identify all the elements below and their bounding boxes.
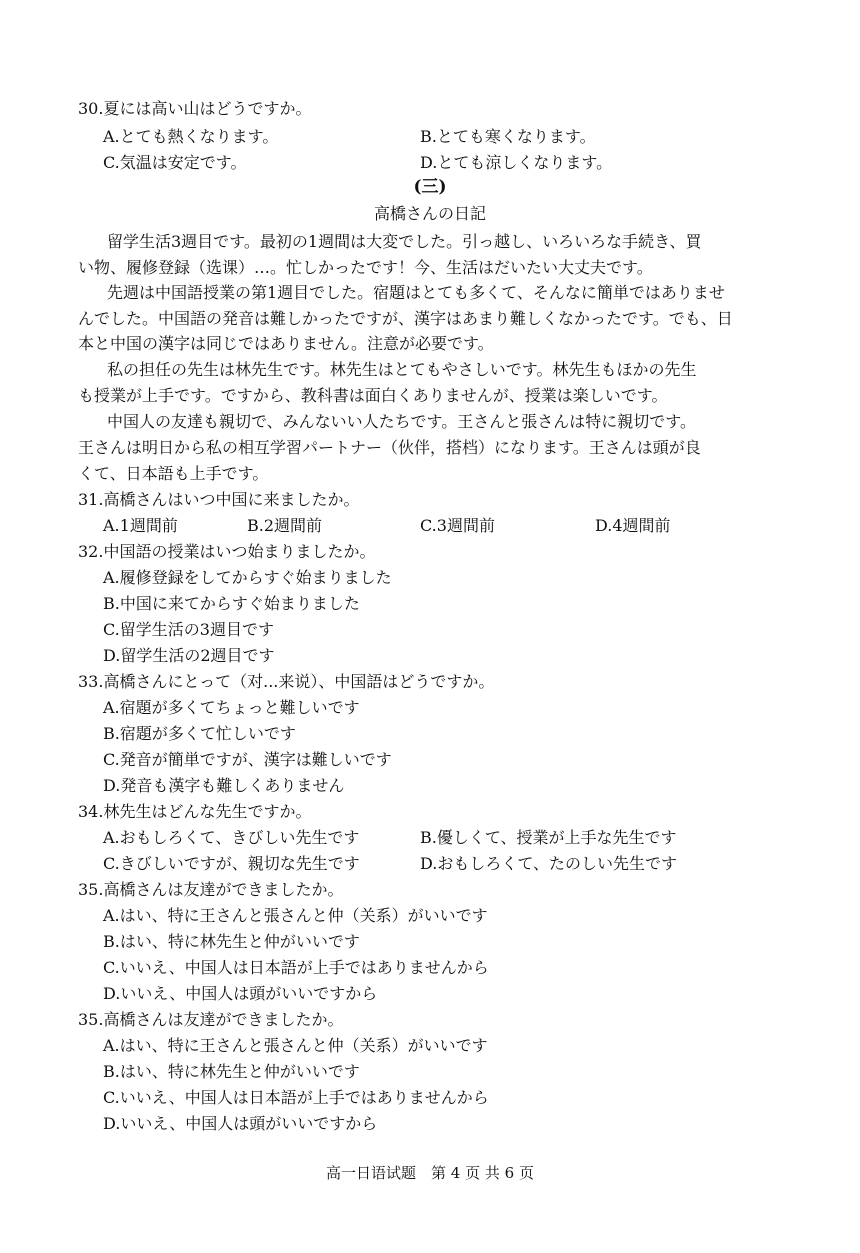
q34-option-c: C.きびしいですが、親切な先生です <box>103 854 360 873</box>
passage-line: も授業が上手です。ですから、教科書は面白くありませんが、授業は楽しいです。 <box>78 386 668 405</box>
passage-line: くて、日本語も上手です。 <box>78 464 269 483</box>
passage-line: 中国人の友達も親切で、みんないい人たちです。王さんと張さんは特に親切です。 <box>107 412 696 431</box>
question-31: 31.高橋さんはいつ中国に来ましたか。 <box>78 490 360 509</box>
q35-dup-option-c: C.いいえ、中国人は日本語が上手ではありませんから <box>103 1088 489 1107</box>
q33-option-b: B.宿題が多くて忙しいです <box>103 724 296 743</box>
question-35: 35.高橋さんは友達ができましたか。 <box>78 880 344 899</box>
q30-option-b: B.とても寒くなります。 <box>420 127 596 146</box>
passage-title: 高橋さんの日記 <box>373 204 486 223</box>
q35-dup-option-a: A.はい、特に王さんと張さんと仲（关系）がいいです <box>103 1036 488 1055</box>
q31-option-d: D.4週間前 <box>595 516 671 535</box>
section-heading: (三) <box>413 177 447 197</box>
passage-line: 本と中国の漢字は同じではありません。注意が必要です。 <box>78 334 494 353</box>
passage-line: 王さんは明日から私の相互学習パートナー（伙伴，搭档）になります。王さんは頭が良 <box>78 438 701 457</box>
q35-option-c: C.いいえ、中国人は日本語が上手ではありませんから <box>103 958 489 977</box>
q31-option-c: C.3週間前 <box>420 516 495 535</box>
q35-option-d: D.いいえ、中国人は頭がいいですから <box>103 984 378 1003</box>
question-32: 32.中国語の授業はいつ始まりましたか。 <box>78 542 376 561</box>
q32-option-b: B.中国に来てからすぐ始まりました <box>103 594 360 613</box>
q34-option-a: A.おもしろくて、きびしい先生です <box>103 828 360 847</box>
q35-dup-option-d: D.いいえ、中国人は頭がいいですから <box>103 1114 378 1133</box>
question-35-duplicate: 35.高橋さんは友達ができましたか。 <box>78 1010 344 1029</box>
q33-option-d: D.発音も漢字も難しくありません <box>103 776 345 795</box>
q35-option-b: B.はい、特に林先生と仲がいいです <box>103 932 360 951</box>
question-34: 34.林先生はどんな先生ですか。 <box>78 802 312 821</box>
passage-line: 先週は中国語授業の第1週目でした。宿題はとても多くて、そんなに簡単ではありませ <box>107 283 725 302</box>
page-footer: 高一日语试题 第 4 页 共 6 页 <box>326 1164 534 1182</box>
q34-option-d: D.おもしろくて、たのしい先生です <box>420 854 678 873</box>
passage-line: 留学生活3週目です。最初の1週間は大変でした。引っ越し、いろいろな手続き、買 <box>107 232 702 251</box>
q31-option-b: B.2週間前 <box>247 516 323 535</box>
q32-option-a: A.履修登録をしてからすぐ始まりました <box>103 568 392 587</box>
q31-option-a: A.1週間前 <box>103 516 178 535</box>
passage-line: んでした。中国語の発音は難しかったですが、漢字はあまり難しくなかったです。でも、日 <box>78 309 733 328</box>
passage-line: い物、履修登録（选课）…。忙しかったです！今、生活はだいたい大丈夫です。 <box>78 258 653 277</box>
q33-option-a: A.宿題が多くてちょっと難しいです <box>103 698 360 717</box>
q35-dup-option-b: B.はい、特に林先生と仲がいいです <box>103 1062 360 1081</box>
question-33: 33.高橋さんにとって（对...来说）、中国語はどうですか。 <box>78 672 495 691</box>
q30-option-c: C.気温は安定です。 <box>103 153 247 172</box>
passage-line: 私の担任の先生は林先生です。林先生はとてもやさしいです。林先生もほかの先生 <box>107 360 697 379</box>
question-30: 30.夏には高い山はどうですか。 <box>78 99 312 118</box>
q33-option-c: C.発音が簡単ですが、漢字は難しいです <box>103 750 392 769</box>
q32-option-c: C.留学生活の3週目です <box>103 620 274 639</box>
q30-option-a: A.とても熱くなります。 <box>103 127 279 146</box>
q35-option-a: A.はい、特に王さんと張さんと仲（关系）がいいです <box>103 906 488 925</box>
q30-option-d: D.とても涼しくなります。 <box>420 153 613 172</box>
q34-option-b: B.優しくて、授業が上手な先生です <box>420 828 677 847</box>
q32-option-d: D.留学生活の2週目です <box>103 646 275 665</box>
